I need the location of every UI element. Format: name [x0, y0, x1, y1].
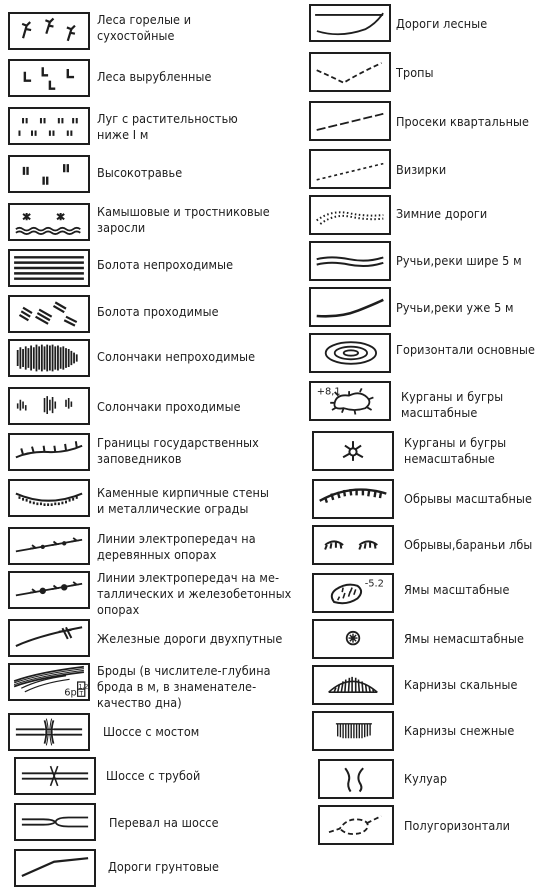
block-clearings-label: Просеки квартальные: [396, 114, 530, 129]
main-contours-label: Горизонтали основные: [396, 342, 535, 357]
winter-roads-symbol: [309, 195, 391, 235]
forest-roads-label: Дороги лесные: [396, 16, 488, 31]
ford-bottom-text: T: [79, 690, 84, 698]
burnt-forest-symbol: [8, 12, 90, 50]
winter-roads-label: Зимние дороги: [396, 206, 488, 221]
fords-symbol: [8, 663, 90, 701]
railway-double-symbol: [8, 619, 90, 657]
pits-scale-label: Ямы масштабные: [404, 582, 510, 597]
streams-narrow-label: Ручьи,реки уже 5 м: [396, 300, 514, 315]
highway-pass-symbol: [14, 803, 96, 841]
highway-bridge-symbol: [8, 713, 90, 751]
pit-depth-text: -5.2: [364, 578, 384, 590]
mound-height-text: +8,1: [316, 386, 341, 398]
reserve-border-label: Границы государственных заповедников: [97, 435, 259, 466]
streams-narrow-symbol: [309, 287, 391, 327]
pits-nonscale-label: Ямы немасштабные: [404, 631, 525, 646]
reeds-label: Камышовые и тростниковые заросли: [97, 204, 270, 235]
roche-moutonnee-label: Обрывы,бараньи лбы: [404, 537, 533, 552]
highway-pass-label: Перевал на шоссе: [109, 815, 219, 830]
reserve-border-symbol: [8, 433, 90, 471]
block-clearings-symbol: [309, 101, 391, 141]
impassable-saltmarsh-label: Солончаки непроходимые: [97, 349, 256, 364]
low-meadow-symbol: [8, 107, 90, 145]
passable-swamp-label: Болота проходимые: [97, 304, 219, 319]
pits-scale-symbol: [312, 573, 394, 613]
rock-cornices-symbol: [312, 665, 394, 705]
tall-grass-label: Высокотравье: [97, 165, 183, 180]
couloir-label: Кулуар: [404, 771, 448, 786]
passable-swamp-symbol: [8, 295, 90, 333]
powerline-metal-label: Линии электропередач на ме- таллических и железобетонных опорах: [97, 570, 292, 617]
mounds-scale-label: Курганы и бугры масштабные: [401, 389, 504, 420]
powerline-metal-symbol: [8, 571, 90, 609]
half-contours-symbol: [318, 805, 394, 845]
passable-saltmarsh-label: Солончаки проходимые: [97, 399, 241, 414]
snow-cornices-symbol: [312, 711, 394, 751]
snow-cornices-label: Карнизы снежные: [404, 723, 515, 738]
dirt-road-label: Дороги грунтовые: [108, 859, 219, 874]
passable-saltmarsh-symbol: [8, 387, 90, 425]
impassable-swamp-symbol: [8, 249, 90, 287]
ford-quality-text: 6р: [64, 687, 77, 699]
stone-walls-symbol: [8, 479, 90, 517]
dirt-road-symbol: [14, 849, 96, 887]
cliffs-scale-symbol: [312, 479, 394, 519]
trails-label: Тропы: [396, 65, 434, 80]
main-contours-symbol: [309, 333, 391, 373]
sight-lines-symbol: [309, 149, 391, 189]
rock-cornices-label: Карнизы скальные: [404, 677, 518, 692]
cut-forest-label: Леса вырубленные: [97, 69, 212, 84]
mounds-nonscale-symbol: [312, 431, 394, 471]
cut-forest-symbol: [8, 59, 90, 97]
trails-symbol: [309, 52, 391, 92]
sight-lines-label: Визирки: [396, 162, 447, 177]
impassable-saltmarsh-symbol: [8, 339, 90, 377]
roche-moutonnee-symbol: [312, 525, 394, 565]
mounds-scale-symbol: [309, 381, 391, 421]
fords-label: Броды (в числителе-глубина брода в м, в знаменателе- качество дна): [97, 663, 271, 710]
streams-wide-symbol: [309, 241, 391, 281]
highway-pipe-label: Шоссе с трубой: [106, 768, 201, 783]
highway-pipe-symbol: [14, 757, 96, 795]
half-contours-label: Полугоризонтали: [404, 818, 511, 833]
stone-walls-label: Каменные кирпичные стены и металлические ограды: [97, 485, 269, 516]
burnt-forest-label: Леса горелые и сухостойные: [97, 12, 192, 43]
streams-wide-label: Ручьи,реки шире 5 м: [396, 253, 522, 268]
railway-double-label: Железные дороги двухпутные: [97, 631, 283, 646]
forest-roads-symbol: [309, 4, 391, 42]
impassable-swamp-label: Болота непроходимые: [97, 257, 234, 272]
couloir-symbol: [318, 759, 394, 799]
powerline-wood-label: Линии электропередач на деревянных опорах: [97, 531, 256, 562]
ford-depth-text: 1,2: [78, 683, 88, 691]
mounds-nonscale-label: Курганы и бугры немасштабные: [404, 435, 507, 466]
tall-grass-symbol: [8, 155, 90, 193]
pits-nonscale-symbol: [312, 619, 394, 659]
low-meadow-label: Луг с растительностью ниже I м: [97, 111, 238, 142]
cliffs-scale-label: Обрывы масштабные: [404, 491, 532, 506]
highway-bridge-label: Шоссе с мостом: [103, 724, 200, 739]
reeds-symbol: [8, 203, 90, 241]
powerline-wood-symbol: [8, 527, 90, 565]
